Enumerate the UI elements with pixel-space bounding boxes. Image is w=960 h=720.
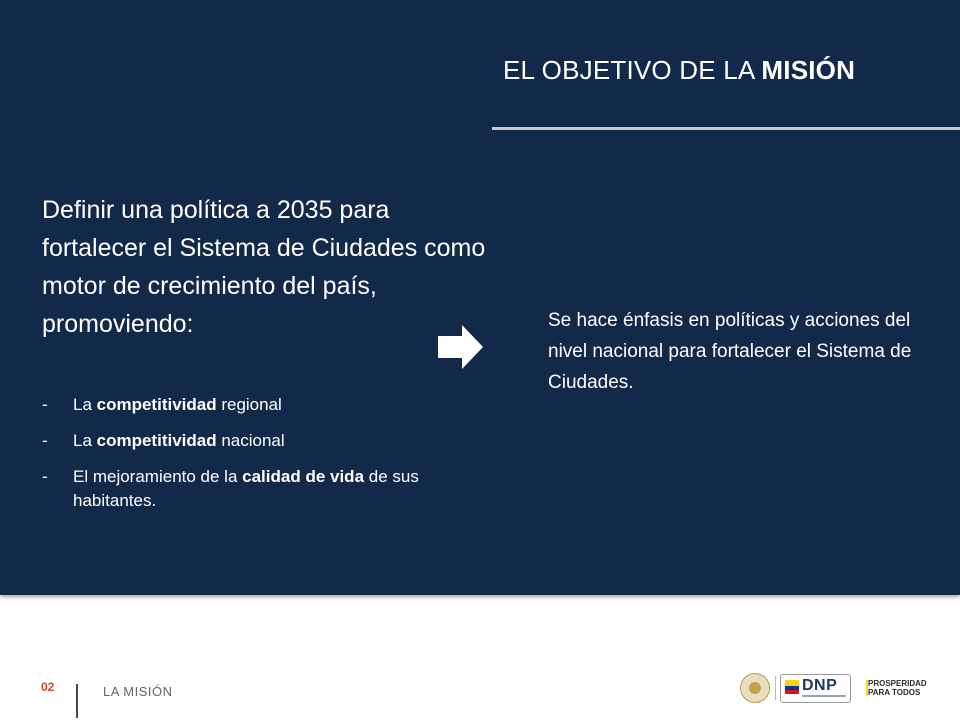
footer-section-label: LA MISIÓN (103, 684, 173, 699)
bullet-text-post: regional (216, 395, 282, 414)
bullet-text-post: nacional (216, 431, 285, 450)
bullet-text-post: de sus habitantes. (73, 467, 419, 510)
footer-divider (76, 684, 78, 718)
title-underline (492, 127, 960, 130)
bullet-text-pre: La (73, 395, 97, 414)
footer-logos (738, 671, 928, 705)
dnp-logo-text: DNP (802, 677, 838, 694)
bullet-list (42, 393, 487, 525)
list-item (42, 429, 487, 453)
page-number: 02 (41, 680, 55, 694)
bullet-text-pre: La (73, 431, 97, 450)
emphasis-paragraph: Se hace énfasis en políticas y acciones del nivel nacional para fortalecer el Sistema de Ciudades. (548, 310, 912, 393)
logo-separator (775, 676, 776, 700)
list-item (42, 393, 487, 417)
bullet-dash: - (42, 395, 48, 414)
bullet-dash: - (42, 431, 48, 450)
list-item (42, 465, 487, 513)
bullet-dash: - (42, 467, 48, 486)
bullet-text-pre: El mejoramiento de la (73, 467, 243, 486)
colombia-seal-icon (740, 673, 770, 703)
prosperidad-logo: PROSPERIDAD PARA TODOS (868, 679, 927, 697)
slide-title-bold: MISIÓN (761, 55, 856, 85)
right-arrow-icon (436, 323, 484, 371)
bullet-text-bold: competitividad (96, 431, 217, 450)
dnp-logo (780, 674, 851, 703)
slide-title (503, 55, 855, 86)
bullet-text-bold: competitividad (96, 395, 217, 414)
slide-title-prefix: EL OBJETIVO DE LA (503, 55, 762, 85)
bullet-text-bold: calidad de vida (242, 467, 365, 486)
lead-paragraph: Definir una política a 2035 para fortalecer el Sistema de Ciudades como motor de crecimiento del país, promoviendo: (42, 196, 486, 338)
